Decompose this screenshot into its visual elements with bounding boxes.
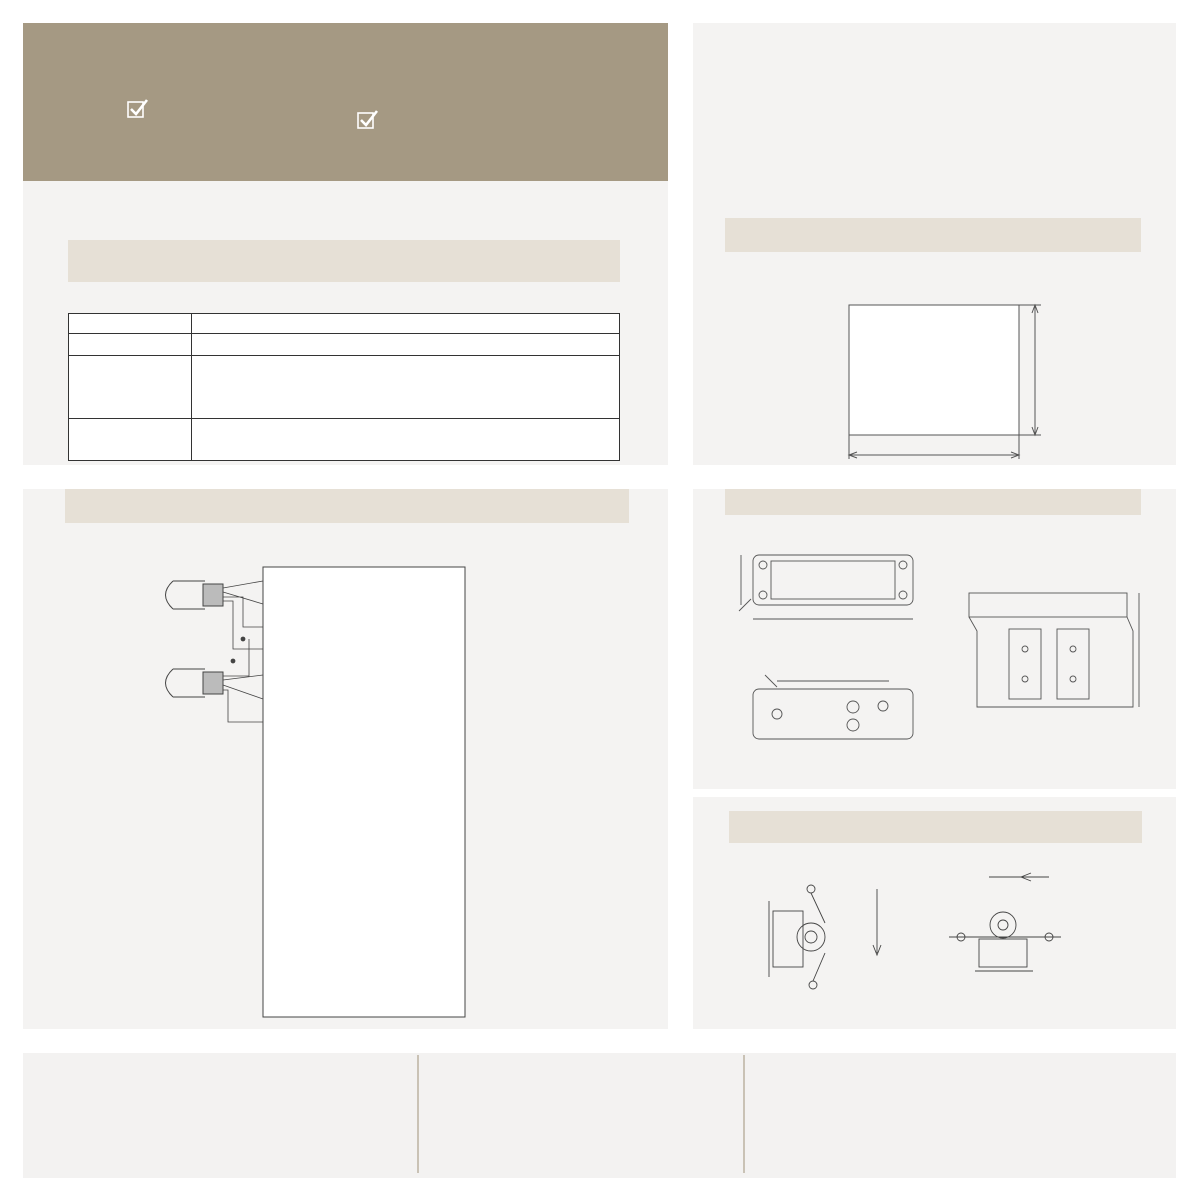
table-row [69,334,620,356]
title-banner [23,23,668,181]
wiring-diagram [23,529,668,1029]
wiring-panel [23,489,668,1029]
row-label [69,419,192,461]
row-value [192,334,620,356]
installation-heading [68,240,620,282]
sensor-install-drawing [693,849,1176,1029]
row-value [192,314,620,334]
checkbox-icon [357,108,379,130]
installation-panel [23,23,668,465]
terminal-strip-top [720,23,1146,83]
sensor-size-heading [725,489,1141,515]
table-row [69,419,620,461]
row-label [69,356,192,419]
terminal-strip-bottom [720,121,1146,175]
hole-size-heading [725,218,1141,252]
table-row [69,314,620,334]
wiring-heading [65,489,629,523]
row-label [69,334,192,356]
row-label [69,314,192,334]
sensor-size-drawing [693,519,1176,789]
row-value [192,419,620,461]
sensor-install-panel [693,797,1176,1029]
sensor-size-panel [693,489,1176,789]
feature-efficient [760,1053,776,1065]
features-strip [23,1053,1176,1178]
divider [417,1055,419,1173]
divider [743,1055,745,1173]
row-value [192,356,620,419]
installation-table [68,313,620,461]
table-row [69,356,620,419]
checkbox-icon [127,97,149,119]
sensor-install-heading [729,811,1142,843]
hole-size-drawing [821,277,1051,465]
terminal-panel [693,23,1176,465]
